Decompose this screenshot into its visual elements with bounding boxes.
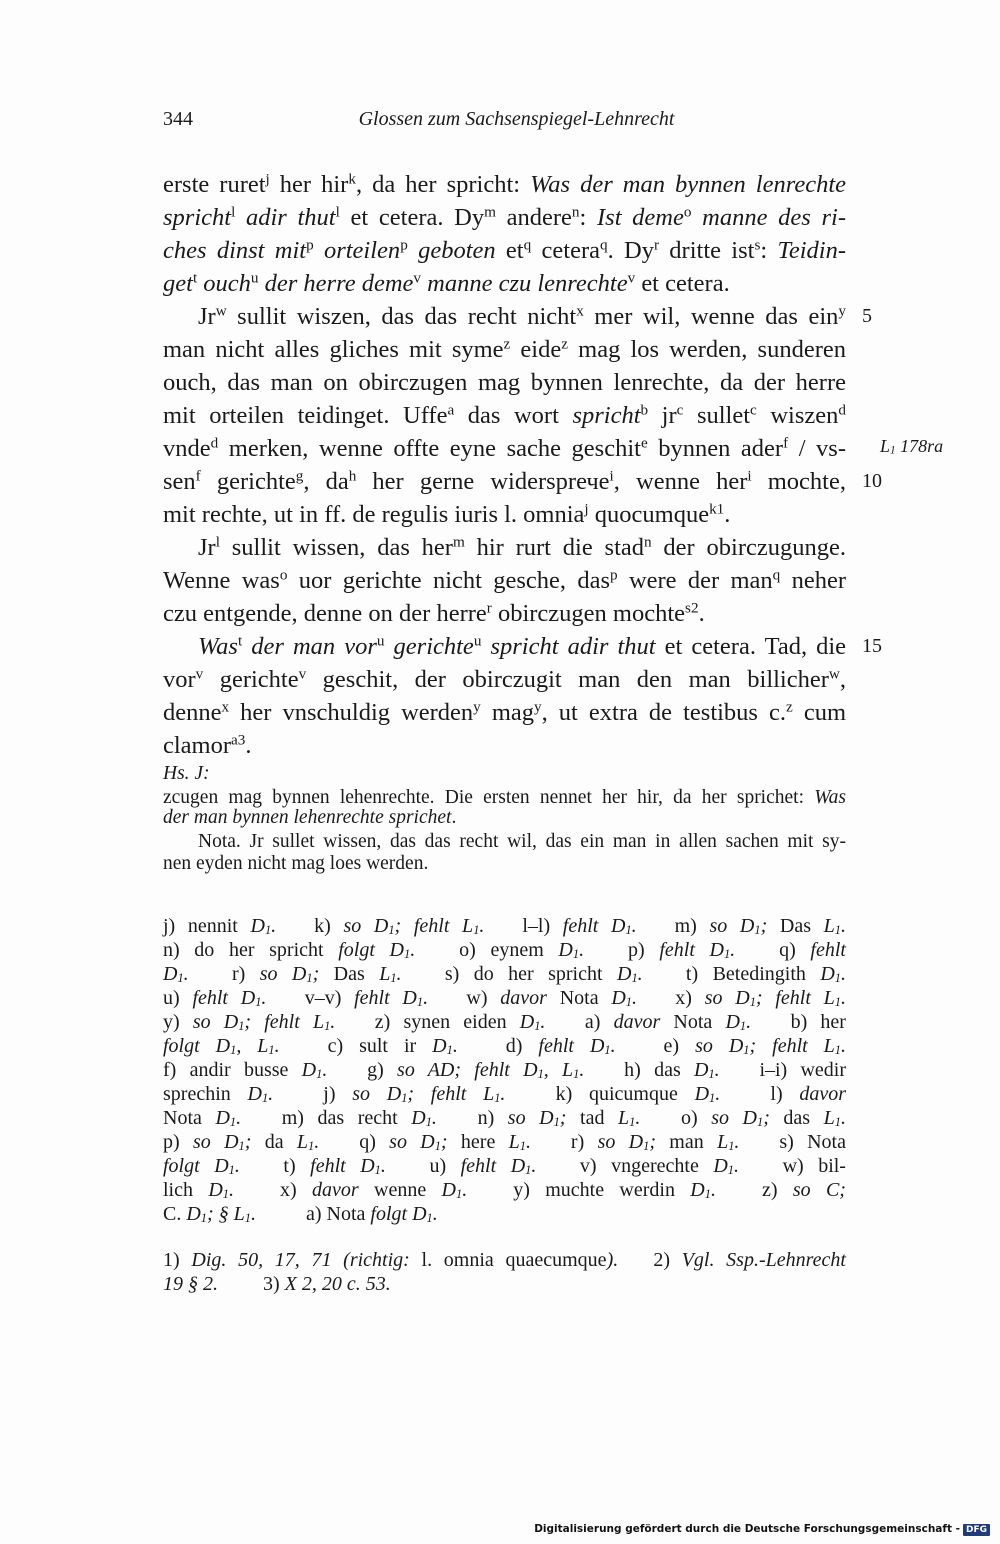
- main-text-line: mit rechte, ut in ff. de regulis iuris l. omnia$^j$ quocumque$^{k1}$.: [163, 500, 731, 528]
- apparatus-line: $D_1$. r) so $D_1$; Das $L_1$. s) do her spricht $D_1$. t) Betedingith $D_1$.: [163, 963, 846, 985]
- apparatus-line: p) so $D_1$; da $L_1$. q) so $D_1$; here $L_1$. r) so $D_1$; man $L_1$. s) Nota: [163, 1131, 846, 1153]
- credit-text: Digitalisierung gefördert durch die Deutsche Forschungsgemeinschaft -: [534, 1523, 960, 1535]
- main-text-line: get$^t$ ouch$^u$ der herre deme$^v$ manne czu lenrechte$^v$ et cetera.: [163, 269, 730, 297]
- main-text-line: clamor$^{a3}$.: [163, 731, 252, 759]
- running-title: Glossen zum Sachsenspiegel-Lehnrecht: [358, 108, 675, 130]
- main-text-line: Wenne was$^o$ uor gerichte nicht gesche, das$^p$ were der man$^q$ neher: [163, 566, 846, 594]
- main-text-line: czu entgende, denne on der herre$^r$ obirczugen mochte$^{s2}$.: [163, 599, 705, 627]
- main-text-line: Was$^t$ der man vor$^u$ gerichte$^u$ spricht adir thut et cetera. Tad, die: [198, 632, 847, 660]
- line-number: 15: [862, 635, 882, 657]
- source-note-line: 19 § 2. 3) X 2, 20 c. 53.: [163, 1273, 391, 1295]
- main-text-line: sen$^f$ gerichte$^g$, $da^h$ her gerne widersprече$^i$, wenne her$^i$ mochte,: [163, 467, 846, 495]
- apparatus-line: y) so $D_1$; fehlt $L_1$. z) synen eiden $D_1$. a) davor Nota $D_1$. b) her: [163, 1011, 846, 1033]
- apparatus-line: lich $D_1$. x) davor wenne $D_1$. y) muchte werdin $D_1$. z) so C;: [163, 1179, 846, 1201]
- main-text-line: ouch, das man on obirczugen mag bynnen lenrechte, da der herre: [163, 369, 846, 396]
- page-header: [163, 108, 846, 138]
- apparatus-line: j) nennit $D_1$. k) so $D_1$; fehlt $L_1$. l–l) fehlt $D_1$. m) so $D_1$; Das $L_1$.: [163, 915, 846, 937]
- variant-label: Hs. J:: [163, 763, 210, 784]
- apparatus-line: u) fehlt $D_1$. v–v) fehlt $D_1$. w) davor Nota $D_1$. x) so $D_1$; fehlt $L_1$.: [163, 987, 846, 1009]
- main-text-line: denne$^x$ her vnschuldig werden$^y$ mag$^y$, ut extra de testibus c.$^z$ cum: [163, 698, 847, 726]
- main-text-line: Jr$^l$ sullit wissen, das her$^m$ hir rurt die stad$^n$ der obirczugunge.: [198, 533, 846, 561]
- apparatus-line: sprechin $D_1$. j) so $D_1$; fehlt $L_1$. k) quicumque $D_1$. l) davor: [163, 1083, 847, 1105]
- source-note-line: 1) Dig. 50, 17, 71 (richtig: l. omnia quaecumque). 2) Vgl. Ssp.-Lehnrecht: [163, 1249, 846, 1271]
- line-number: 10: [862, 470, 882, 492]
- variant-line: zcugen mag bynnen lehenrechte. Die ersten nennet her hir, da her sprichet: Was: [163, 787, 846, 808]
- main-text-line: ches dinst mit$^p$ orteilen$^p$ geboten $et^q$ cetera$^q$. Dy$^r$ dritte ist$^s$: Teidin-: [163, 236, 847, 264]
- main-text-line: Jr$^w$ sullit wiszen, das das recht nicht$^x$ mer wil, wenne das ein$^y$: [198, 302, 846, 330]
- main-text-line: vor$^v$ gerichte$^v$ geschit, der obirczugit man den man billicher$^w$,: [163, 665, 846, 693]
- main-text-line: spricht$^l$ adir thut$^l$ et cetera. Dy$^m$ andere$^n$: Ist deme$^o$ manne des ri-: [163, 203, 846, 231]
- variant-line: der man bynnen lehenrechte sprichet.: [163, 807, 457, 828]
- apparatus-line: f) andir busse $D_1$. g) so AD; fehlt $D_1$, $L_1$. h) das $D_1$. i–i) wedir: [163, 1059, 847, 1081]
- page-number: 344: [163, 108, 193, 130]
- variant-line: Nota. Jr sullet wissen, das das recht wil, das ein man in allen sachen mit sy-: [198, 831, 846, 852]
- apparatus-line: folgt $D_1$, $L_1$. c) sult ir $D_1$. d) fehlt $D_1$. e) so $D_1$; fehlt $L_1$.: [163, 1035, 846, 1057]
- main-text-line: mit orteilen teidinget. Uffe$^a$ das wort spricht$^b$ $jr^c$ sullet$^c$ wiszen$^d$: [163, 401, 846, 429]
- main-text-line: man nicht alles gliches mit syme$^z$ eide$^z$ mag los werden, sunderen: [163, 335, 846, 363]
- margin-folio-note: $L_1$ 178ra: [880, 436, 944, 457]
- apparatus-line: folgt $D_1$. t) fehlt $D_1$. u) fehlt $D_1$. v) vngerechte $D_1$. w) bil-: [163, 1155, 846, 1177]
- main-text-line: erste ruret$^j$ her hir$^k$, da her spricht: Was der man bynnen lenrechte: [163, 170, 847, 198]
- digitization-credit: [534, 1523, 990, 1536]
- variant-line: nen eyden nicht mag loes werden.: [163, 853, 429, 874]
- main-text-line: vnde$^d$ merken, wenne offte eyne sache geschit$^e$ bynnen ader$^f$ / vs-: [163, 434, 846, 462]
- dfg-logo: DFG: [963, 1524, 990, 1536]
- apparatus-line: C. $D_1$; § $L_1$. a) Nota folgt $D_1$.: [163, 1203, 438, 1225]
- apparatus-line: n) do her spricht folgt $D_1$. o) eynem $D_1$. p) fehlt $D_1$. q) fehlt: [163, 939, 846, 961]
- line-number: 5: [862, 305, 872, 327]
- apparatus-line: Nota $D_1$. m) das recht $D_1$. n) so $D_1$; tad $L_1$. o) so $D_1$; das $L_1$.: [163, 1107, 846, 1129]
